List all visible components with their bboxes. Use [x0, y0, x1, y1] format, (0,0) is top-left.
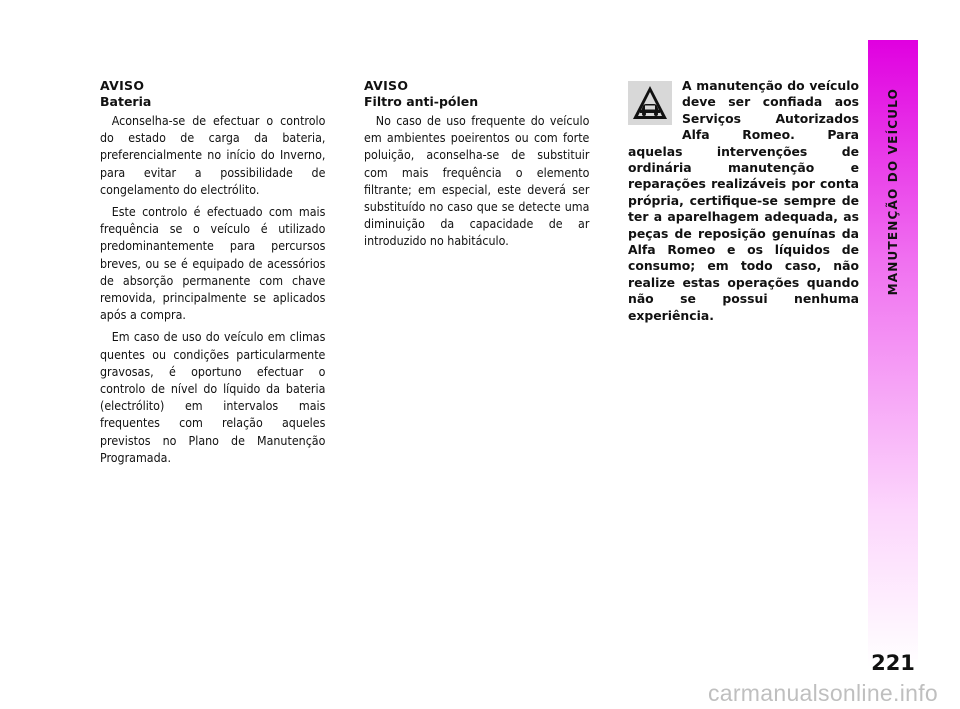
- warning-box: [628, 78, 859, 324]
- section-heading: AVISO: [364, 78, 409, 93]
- chapter-title: MANUTENÇÃO DO VEÍCULO: [886, 88, 900, 296]
- paragraph: No caso de uso frequente do veículo em ambientes poeirentos ou com forte poluição, aconselha-se de substituir com mais frequência o elemento filtrante; em especial, este deverá ser substituído no caso que se detecte uma diminuição da capacidade de ar introduzido no habitáculo.: [364, 113, 590, 249]
- section-subheading: Filtro anti-pólen: [364, 94, 479, 109]
- chapter-sidebar: [868, 40, 918, 675]
- pollen-filter-section: [364, 78, 594, 255]
- watermark: carmanualsonline.info: [707, 680, 938, 706]
- battery-section: [100, 78, 330, 471]
- section-subheading: Bateria: [100, 94, 152, 109]
- warning-car-icon: [628, 81, 672, 125]
- paragraph: Aconselha-se de efectuar o controlo do estado de carga da bateria, preferencialmente no início do Inverno, para evitar a possibilidade de congelamento do electrólito.: [100, 113, 326, 197]
- warning-text: A manutenção do veículo deve ser confiada aos Serviços Autorizados Alfa Romeo. Para aquelas intervenções de ordinária manutenção e reparações realizáveis por conta própria, certifique-se sempre de ter a aparelhagem adequada, as peças de reposição genuínas da Alfa Romeo e os líquidos de consumo; em todo caso, não realize estas operações quando não se possui nenhuma experiência.: [628, 78, 859, 323]
- section-heading: AVISO: [100, 78, 145, 93]
- page-number: 221: [871, 651, 915, 675]
- paragraph: Este controlo é efectuado com mais frequência se o veículo é utilizado predominantemente para percursos breves, ou se é equipado de acessórios de absorção permanente com chave removida, principalmente se aplicados após a compra.: [100, 204, 326, 323]
- paragraph: Em caso de uso do veículo em climas quentes ou condições particularmente gravosas, é oportuno efectuar o controlo de nível do líquido da bateria (electrólito) em intervalos mais frequentes com relação aqueles previstos no Plano de Manutenção Programada.: [100, 329, 326, 465]
